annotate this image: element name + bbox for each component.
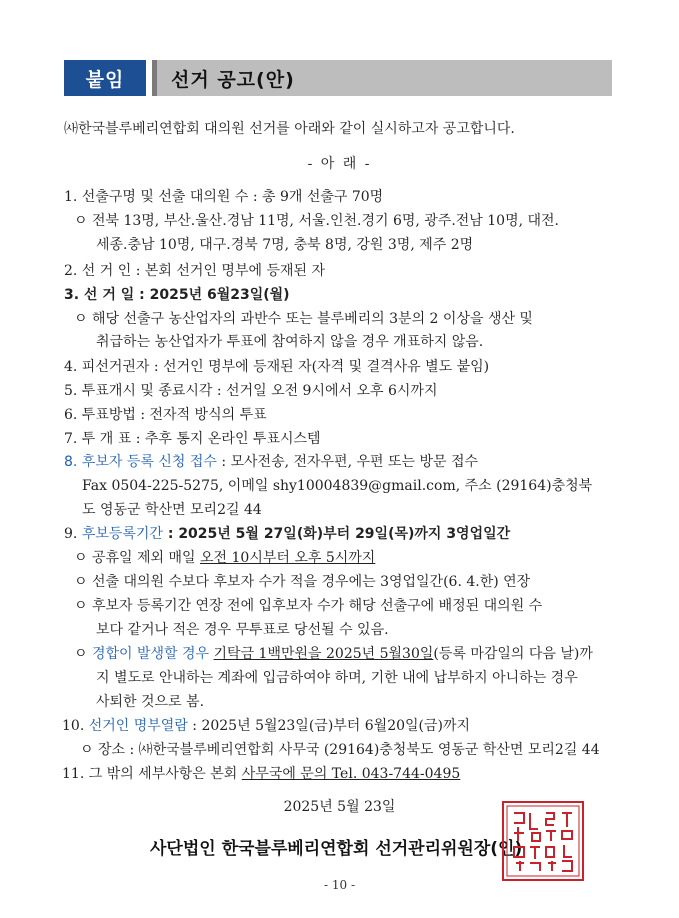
item-8-label: 8. 후보자 등록 신청 접수 <box>64 454 217 470</box>
item-10 <box>62 717 470 735</box>
item-9 <box>64 525 510 543</box>
item-2: 2. 선 거 인 : 본회 선거인 명부에 등재된 자 <box>64 263 325 279</box>
seal-pattern-icon <box>504 803 582 879</box>
page-number: - 10 - <box>323 878 355 892</box>
item-10-text: : 2025년 5월23일(금)부터 6월20일(금)까지 <box>187 718 471 734</box>
document-title: 선거 공고(안) <box>152 60 612 96</box>
item-6: 6. 투표방법 : 전자적 방식의 투표 <box>64 407 267 423</box>
item-3-detail-cont: 취급하는 농산업자가 투표에 참여하지 않을 경우 개표하지 않음. <box>96 334 484 350</box>
attachment-badge: 붙임 <box>64 60 146 96</box>
section-header <box>64 60 612 96</box>
item-9-deposit-cont: 지 별도로 안내하는 계좌에 입금하여야 하며, 기한 내에 납부하지 아니하는 경우 <box>96 670 578 686</box>
item-9-hours-time: 오전 10시부터 오후 5시까지 <box>200 550 376 566</box>
signature-line: 사단법인 한국블루베리연합회 선거관리위원장(인) <box>150 839 523 859</box>
item-9-deposit-cont2: 사퇴한 것으로 봄. <box>96 694 205 710</box>
item-1-detail: ㅇ 전북 13명, 부산.울산.경남 11명, 서울.인천.경기 6명, 광주.전남 10명, 대전. <box>74 213 560 229</box>
item-8 <box>64 453 478 471</box>
item-8-text: : 모사전송, 전자우편, 우편 또는 방문 접수 <box>216 454 479 470</box>
item-8-address: 도 영동군 학산면 모리2길 44 <box>82 502 262 518</box>
item-9-text: : 2025년 5월 27일(화)부터 29일(목)까지 3영업일간 <box>162 526 511 542</box>
item-10-label: 선거인 명부열람 <box>88 718 188 734</box>
item-3: 3. 선 거 일 : 2025년 6월23일(월) <box>64 287 290 303</box>
item-4: 4. 피선거권자 : 선거인 명부에 등재된 자(자격 및 결격사유 별도 붙임) <box>64 359 490 375</box>
item-9-deposit-condition: 경합이 발생할 경우 <box>91 646 210 662</box>
item-7: 7. 투 개 표 : 추후 통지 온라인 투표시스템 <box>64 431 321 447</box>
official-seal <box>502 801 584 881</box>
item-9-uncontested: ㅇ 후보자 등록기간 연장 전에 입후보자 수가 해당 선출구에 배정된 대의원 수 <box>74 598 543 614</box>
item-10-number: 10. <box>62 718 89 734</box>
item-3-detail: ㅇ 해당 선출구 농산업자의 과반수 또는 블루베리의 3분의 2 이상을 생산 및 <box>74 311 533 327</box>
item-9-hours-prefix: ㅇ 공휴일 제외 매일 <box>74 550 200 566</box>
item-10-location: ㅇ 장소 : ㈔한국블루베리연합회 사무국 (29164)충청북도 영동군 학산면 모리2길 44 <box>80 742 600 758</box>
item-5: 5. 투표개시 및 종료시각 : 선거일 오전 9시에서 오후 6시까지 <box>64 383 438 399</box>
item-1: 1. 선출구명 및 선출 대의원 수 : 총 9개 선출구 70명 <box>64 189 384 205</box>
item-9-deposit-bullet: ㅇ <box>74 646 92 662</box>
item-11-text: 11. 그 밖의 세부사항은 본회 <box>62 766 242 782</box>
item-9-number: 9. <box>64 526 82 542</box>
item-8-contact: Fax 0504-225-5275, 이메일 shy10004839@gmail.com, 주소 (29164)충청북 <box>82 478 593 494</box>
announcement-date: 2025년 5월 23일 <box>283 799 396 815</box>
item-9-label: 후보등록기간 <box>81 526 163 542</box>
item-11 <box>62 765 460 783</box>
item-9-uncontested-cont: 보다 같거나 적은 경우 무투표로 당선될 수 있음. <box>96 622 389 638</box>
intro-text: ㈔한국블루베리연합회 대의원 선거를 아래와 같이 실시하고자 공고합니다. <box>64 121 515 137</box>
item-9-deposit-amount: 기탁금 1백만원을 2025년 5월30일 <box>213 646 434 662</box>
below-heading: - 아 래 - <box>307 156 372 172</box>
item-9-extension: ㅇ 선출 대의원 수보다 후보자 수가 적을 경우에는 3영업일간(6. 4.한) 연장 <box>74 574 531 590</box>
item-11-contact: 사무국에 문의 Tel. 043-744-0495 <box>241 766 461 782</box>
item-9-deposit-rest: (등록 마감일의 다음 날)까 <box>433 646 593 662</box>
item-9-deposit <box>74 645 593 663</box>
item-1-detail-cont: 세종.충남 10명, 대구.경북 7명, 충북 8명, 강원 3명, 제주 2명 <box>96 237 474 253</box>
item-9-hours <box>74 549 375 567</box>
